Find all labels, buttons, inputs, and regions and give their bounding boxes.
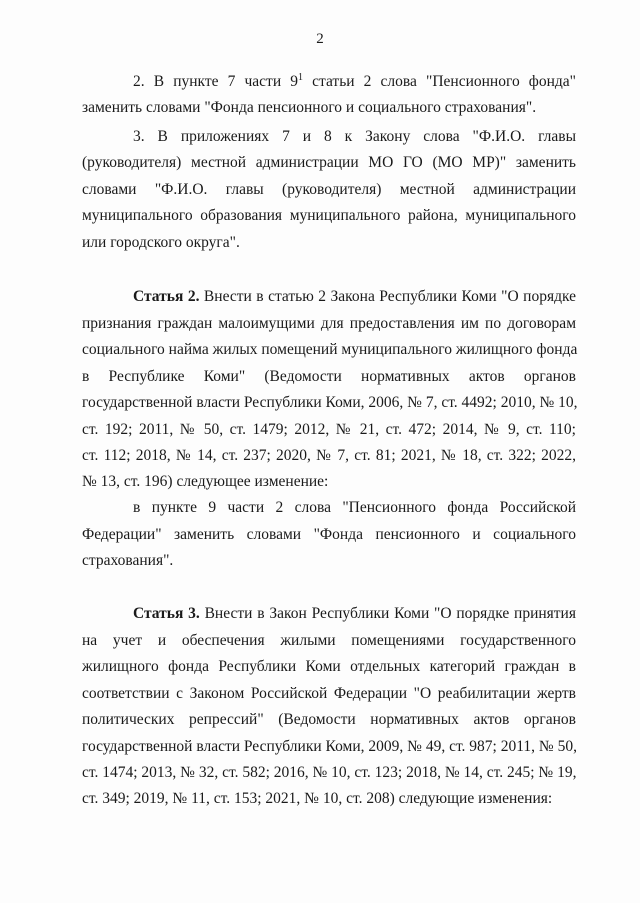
- item-3-line-4: муниципального образования муниципального района, муниципального: [82, 207, 576, 224]
- article-3-line-5: политических репрессий" (Ведомости нормативных актов органов: [82, 711, 576, 728]
- article-3-line-2: на учет и обеспечения жилыми помещениями государственного: [82, 632, 576, 649]
- article-2-change-line-3: страхования".: [82, 552, 174, 569]
- article-2-line-2: признания граждан малоимущими для предоставления им по договорам: [82, 315, 576, 332]
- superscript-1: 1: [297, 72, 303, 83]
- article-3-line-1-text: Внести в Закон Республики Коми "О порядке принятия: [199, 605, 576, 622]
- item-3-line-1: 3. В приложениях 7 и 8 к Закону слова "Ф.И.О. главы: [133, 128, 576, 145]
- item-3-line-2: (руководителя) местной администрации МО ГО (МО МР)" заменить: [82, 154, 576, 171]
- article-2-line-8: № 13, ст. 196) следующее изменение:: [82, 473, 329, 490]
- article-2-label: Статья 2.: [133, 288, 200, 305]
- article-2-change-line-1: в пункте 9 части 2 слова "Пенсионного фонда Российской: [133, 499, 576, 516]
- article-2-change-line-2: Федерации" заменить словами "Фонда пенсионного и социального: [82, 526, 576, 543]
- item-3-line-5: или городского округа".: [82, 234, 240, 251]
- article-2-line-1-text: Внести в статью 2 Закона Республики Коми "О порядке: [199, 288, 576, 305]
- article-3-line-1: [133, 604, 576, 624]
- item-2-line-2: заменить словами "Фонда пенсионного и социального страхования".: [82, 99, 537, 116]
- article-3-line-6: государственной власти Республики Коми, 2009, № 49, ст. 987; 2011, № 50,: [82, 738, 577, 755]
- article-3-line-7: ст. 1474; 2013, № 32, ст. 582; 2016, № 10, ст. 123; 2018, № 14, ст. 245; № 19,: [82, 764, 577, 781]
- item-2-line-1: [133, 72, 576, 92]
- article-2-line-4: в Республике Коми" (Ведомости нормативных актов органов: [82, 368, 576, 385]
- item-2-line-1-start: 2. В пункте 7 части 9: [133, 73, 298, 90]
- item-3-line-3: словами "Ф.И.О. главы (руководителя) местной администрации: [82, 181, 576, 198]
- page-number: 2: [316, 31, 324, 47]
- article-2-line-5: государственной власти Республики Коми, 2006, № 7, ст. 4492; 2010, № 10,: [82, 394, 578, 411]
- article-3-line-3: жилищного фонда Республики Коми отдельных категорий граждан в: [82, 658, 576, 675]
- article-3-label: Статья 3.: [133, 605, 200, 622]
- article-2-line-6: ст. 192; 2011, № 50, ст. 1479; 2012, № 21, ст. 472; 2014, № 9, ст. 110;: [82, 421, 576, 438]
- article-2-line-7: ст. 112; 2018, № 14, ст. 237; 2020, № 7, ст. 81; 2021, № 18, ст. 322; 2022,: [82, 447, 576, 464]
- article-2-line-3: социального найма жилых помещений муниципального жилищного фонда: [82, 341, 578, 358]
- item-2-line-1-end: статьи 2 слова "Пенсионного фонда": [302, 73, 576, 90]
- article-3-line-4: соответствии с Законом Российской Федерации "О реабилитации жертв: [82, 685, 576, 702]
- article-2-line-1: [133, 287, 576, 307]
- article-3-line-8: ст. 349; 2019, № 11, ст. 153; 2021, № 10, ст. 208) следующие изменения:: [82, 790, 553, 807]
